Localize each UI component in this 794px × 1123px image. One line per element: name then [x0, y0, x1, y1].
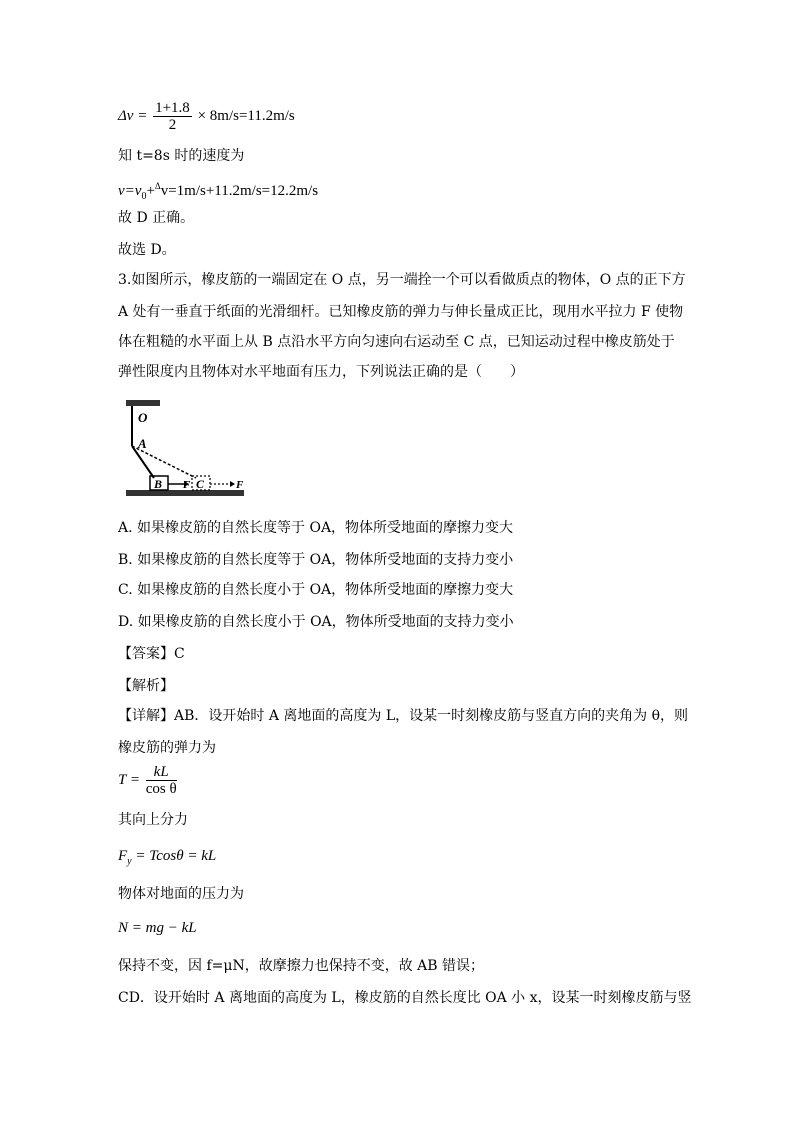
text-pressure: 物体对地面的压力为 — [118, 886, 244, 902]
question-line-1: 3.如图所示，橡皮筋的一端固定在 O 点，另一端拴一个可以看做质点的物体，O 点的正下方 — [118, 272, 686, 288]
ceiling-block — [126, 400, 160, 406]
tension-lhs: T = — [118, 771, 140, 788]
delta-v-fraction — [153, 100, 192, 133]
label-c: C — [196, 477, 205, 491]
text-t8-velocity: 知 t=8s 时的速度为 — [118, 148, 245, 164]
fy-symbol: F — [118, 848, 128, 864]
detail-line-1: 【详解】AB．设开始时 A 离地面的高度为 L，设某一时刻橡皮筋与竖直方向的夹角为 θ，则 — [118, 708, 689, 724]
text-keep-constant: 保持不变，因 f=μN，故摩擦力也保持不变，故 AB 错误； — [118, 958, 485, 974]
v-eq-start: v=v — [118, 183, 142, 199]
option-a: A. 如果橡皮筋的自然长度等于 OA，物体所受地面的摩擦力变大 — [118, 520, 514, 536]
arrow-f2-head — [230, 481, 235, 487]
label-a: A — [138, 436, 147, 451]
delta-v-rhs: × 8m/s=11.2m/s — [197, 107, 295, 124]
option-b: B. 如果橡皮筋的自然长度等于 OA，物体所受地面的支持力变小 — [118, 552, 514, 568]
tension-fraction — [146, 764, 177, 797]
label-f1: F — [183, 479, 191, 491]
label-f2: F — [236, 479, 244, 491]
fy-sub: y — [127, 856, 132, 867]
text-upward-component: 其向上分力 — [118, 812, 188, 828]
analysis-title: 【解析】 — [118, 678, 174, 694]
label-o: O — [138, 410, 148, 425]
text-cd-analysis: CD．设开始时 A 离地面的高度为 L，橡皮筋的自然长度比 OA 小 x，设某一时刻橡皮筋与竖 — [118, 990, 692, 1006]
question-line-3: 体在粗糙的水平面上从 B 点沿水平方向匀速向右运动至 C 点，已知运动过程中橡皮筋处于 — [118, 334, 675, 350]
fraction-denominator: 2 — [168, 117, 177, 133]
answer-line: 【答案】C — [118, 646, 185, 662]
delta-v-formula — [118, 100, 295, 133]
v-eq-plus: + — [146, 183, 155, 199]
n-equation: N = mg − kL — [118, 920, 197, 936]
figure-svg — [118, 398, 248, 503]
velocity-equation — [118, 176, 318, 207]
tension-equation — [118, 764, 179, 797]
option-c: C. 如果橡皮筋的自然长度小于 OA，物体所受地面的摩擦力变大 — [118, 582, 514, 598]
tension-denominator: cos θ — [145, 781, 177, 797]
fraction-numerator: 1+1.8 — [155, 100, 190, 116]
tension-numerator: kL — [146, 764, 177, 781]
fy-equation — [118, 846, 216, 872]
v-eq-rest: v=1m/s+11.2m/s=12.2m/s — [160, 183, 319, 199]
label-b: B — [154, 477, 163, 491]
rubber-band-figure — [118, 398, 248, 503]
text-d-correct: 故 D 正确。 — [118, 210, 195, 226]
question-line-2: A 处有一垂直于纸面的光滑细杆。已知橡皮筋的弹力与伸长量成正比，现用水平拉力 F 使物 — [118, 304, 684, 320]
text-select-d: 故选 D。 — [118, 242, 176, 258]
option-d: D. 如果橡皮筋的自然长度小于 OA，物体所受地面的支持力变小 — [118, 614, 514, 630]
v-eq-delta: Δ — [154, 181, 161, 191]
delta-v-lhs: Δv = — [118, 107, 148, 124]
question-line-4: 弹性限度内且物体对水平地面有压力，下列说法正确的是（ ） — [118, 364, 524, 380]
v-eq-sub: 0 — [141, 191, 147, 202]
fy-rest: = Tcosθ = kL — [131, 848, 217, 864]
detail-line-2: 橡皮筋的弹力为 — [118, 740, 216, 756]
